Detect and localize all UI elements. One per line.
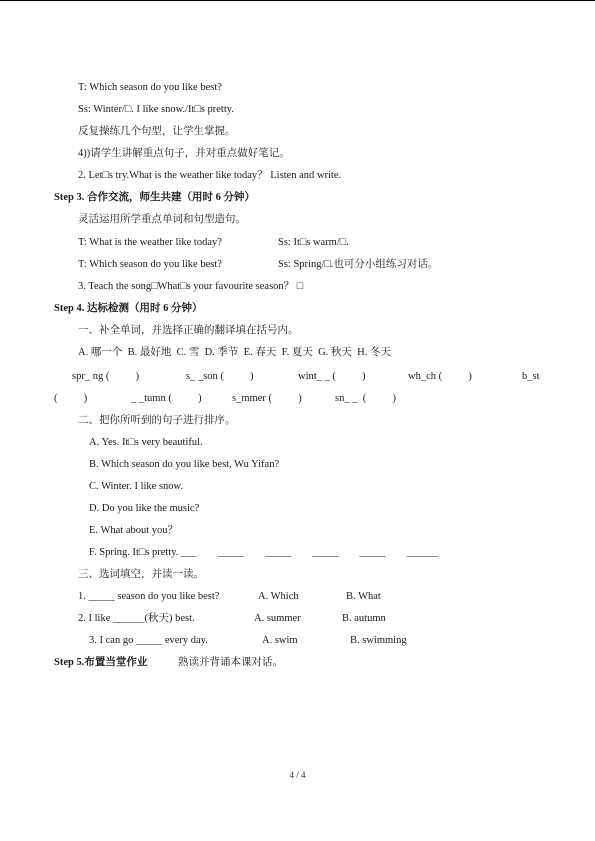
page-number: 4 / 4 bbox=[289, 770, 306, 780]
student-answer-line: Ss: Winter/□. I like snow./It□s pretty. bbox=[78, 104, 234, 115]
word-blank-snow: sn_ _ ( ) bbox=[335, 393, 396, 404]
dialog-question-1: T: What is the weather like today? bbox=[78, 237, 222, 248]
sentence-b: B. Which season do you like best, Wu Yifan? bbox=[89, 459, 280, 470]
header-rule bbox=[0, 0, 595, 1]
fill-q3-option-b: B. swimming bbox=[350, 635, 407, 646]
word-blank-autumn: _ _tumn ( ) bbox=[131, 393, 202, 404]
fill-question-1: 1. _____ season do you like best? bbox=[78, 591, 220, 602]
fill-question-3: 3. I can go _____ every day. bbox=[89, 635, 208, 646]
word-blank-spring: spr_ ng ( ) bbox=[72, 371, 140, 382]
exercise2-title: 二、把你所听到的句子进行排序。 bbox=[78, 415, 236, 426]
word-blank-which: wh_ch ( ) bbox=[408, 371, 472, 382]
word-blank-winter: wint_ _ ( ) bbox=[298, 371, 366, 382]
teacher-question-line: T: Which season do you like best? bbox=[78, 82, 222, 93]
step4-heading: Step 4. 达标检测（用时 6 分钟） bbox=[54, 303, 203, 314]
dialog-answer-2: Ss: Spring/□.也可分小组练习对话。 bbox=[278, 259, 439, 270]
exercise1-title: 一、补全单词，并选择正确的翻译填在括号内。 bbox=[78, 325, 299, 336]
word-blank-best-paren: ( ) bbox=[54, 393, 88, 404]
sentence-d: D. Do you like the music? bbox=[89, 503, 200, 514]
sentence-c: C. Winter. I like snow. bbox=[89, 481, 184, 492]
fill-q1-option-a: A. Which bbox=[258, 591, 299, 602]
sentence-a: A. Yes. It□s very beautiful. bbox=[89, 437, 203, 448]
explain-note-line: 4))请学生讲解重点句子，并对重点做好笔记。 bbox=[78, 148, 290, 159]
practice-note-line: 反复操练几个句型，让学生掌握。 bbox=[78, 126, 236, 137]
teach-song-line: 3. Teach the song□What□s your favourite season？ □ bbox=[78, 281, 304, 292]
exercise3-title: 三、选词填空，并读一读。 bbox=[78, 569, 204, 580]
fill-q2-option-b: B. autumn bbox=[342, 613, 386, 624]
fill-q2-option-a: A. summer bbox=[254, 613, 301, 624]
fill-q1-option-b: B. What bbox=[346, 591, 381, 602]
step5-heading: Step 5.布置当堂作业 bbox=[54, 657, 148, 668]
word-blank-summer: s_mmer ( ) bbox=[232, 393, 302, 404]
fill-question-2: 2. I like ______(秋天) best. bbox=[78, 613, 195, 624]
step5-homework: 熟读并背诵本课对话。 bbox=[178, 657, 283, 668]
sentence-e: E. What about you？ bbox=[89, 525, 179, 536]
word-blank-best: b_st bbox=[522, 371, 540, 382]
word-options-line: A. 哪一个 B. 最好地 C. 雪 D. 季节 E. 春天 F. 夏天 G. 秋天 H. 冬天 bbox=[78, 347, 391, 358]
sentence-f-with-blanks: F. Spring. It□s pretty. ___ _____ _____ _____ _____ ______ bbox=[89, 547, 439, 558]
fill-q3-option-a: A. swim bbox=[262, 635, 298, 646]
dialog-question-2: T: Which season do you like best? bbox=[78, 259, 222, 270]
lets-try-line: 2. Let□s try.What is the weather like today？ Listen and write. bbox=[78, 170, 342, 181]
dialog-answer-1: Ss: It□s warm/□. bbox=[278, 237, 349, 248]
word-blank-season: s_ _son ( ) bbox=[186, 371, 254, 382]
step3-instruction: 灵活运用所学重点单词和句型造句。 bbox=[78, 214, 246, 225]
step3-heading: Step 3. 合作交流，师生共建（用时 6 分钟） bbox=[54, 192, 255, 203]
